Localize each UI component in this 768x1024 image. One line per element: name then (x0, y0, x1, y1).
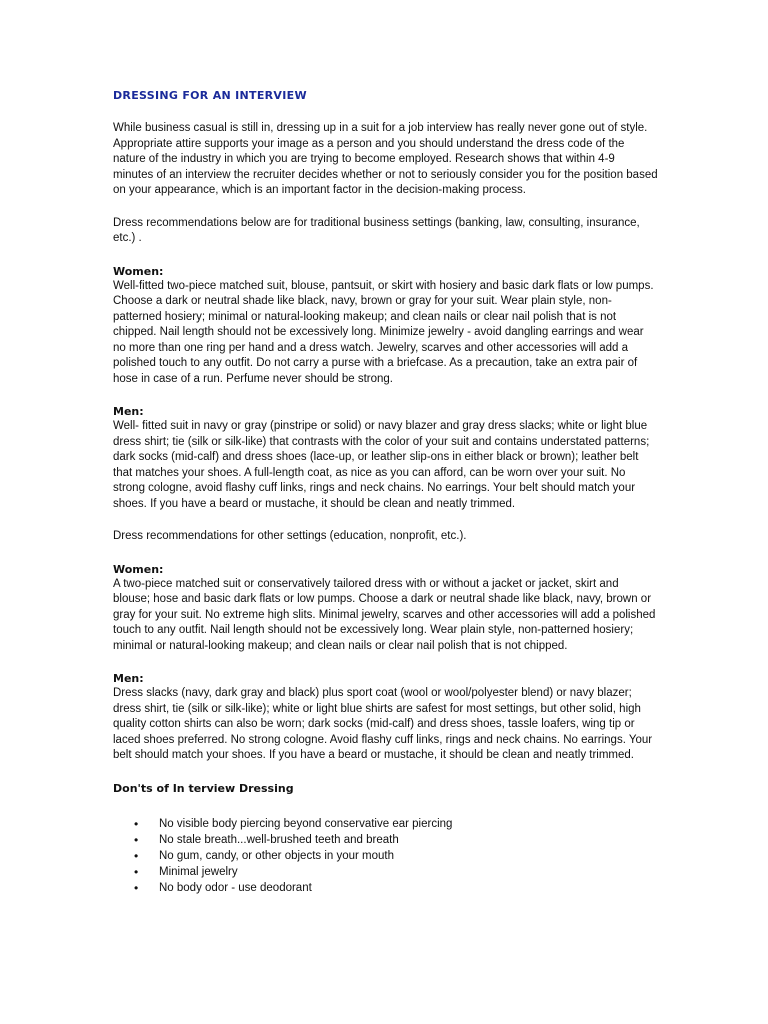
bullet-icon: • (134, 864, 139, 879)
traditional-women-section (113, 264, 658, 388)
donts-heading: Don'ts of In terview Dressing (113, 781, 294, 795)
traditional-men-heading: Men: (113, 405, 144, 418)
intro-paragraph: While business casual is still in, dressing up in a suit for a job interview has really never gone out of style. Appropriate attire supports your image as a person and you should understand the dress code of the nature of the industry in which you are trying to become employed. Research shows that within 4-9 minutes of an interview the recruiter decides whether or not to seriously consider you for the position based on your appearance, which is an important factor in the decision-making process. (113, 122, 658, 196)
traditional-women-heading: Women: (113, 264, 164, 278)
document-title: DRESSING FOR AN INTERVIEW (113, 89, 307, 102)
bullet-icon: • (134, 880, 139, 895)
list-item (113, 880, 658, 896)
other-women-section (113, 562, 658, 655)
list-item-text: No gum, candy, or other objects in your mouth (159, 849, 395, 862)
bullet-icon: • (134, 848, 139, 863)
list-item (113, 816, 658, 832)
other-men-section (113, 671, 658, 764)
traditional-men-text: Well- fitted suit in navy or gray (pinstripe or solid) or navy blazer and gray dress slacks; white or light blue dress shirt; tie (silk or silk-like) that contrasts with the color of your suit and contains understated patterns; dark socks (mid-calf) and dress shoes (lace-up, or leather slip-ons in either black or brown); leather belt that matches your shoes. A full-length coat, as nice as you can afford, can be worn over your suit. No strong cologne, avoid flashy cuff links, rings and neck chains. No earrings. Your belt should match your shoes. If you have a beard or mustache, it should be clean and neatly trimmed. (113, 420, 650, 510)
list-item-text: No stale breath...well-brushed teeth and breath (159, 833, 399, 846)
other-men-text: Dress slacks (navy, dark gray and black) plus sport coat (wool or wool/polyester blend) or navy blazer; dress shirt, tie (silk or silk-like); white or light blue shirts are safest for most settings, but other solid, high quality cotton shirts can also be worn; dark socks (mid-calf) and dress shoes, tassle loafers, wing tip or laced shoes preferred. No strong cologne. Avoid flashy cuff links, rings and neck chains. No earrings. Your belt should match your shoes. If you have a beard or mustache, it should be clean and neatly trimmed. (113, 687, 653, 761)
other-men-heading: Men: (113, 672, 144, 685)
document-page (113, 88, 658, 896)
other-settings-intro: Dress recommendations for other settings (education, nonprofit, etc.). (113, 530, 467, 542)
list-item (113, 848, 658, 864)
traditional-men-section (113, 404, 658, 512)
list-item (113, 864, 658, 880)
list-item (113, 832, 658, 848)
list-item-text: No visible body piercing beyond conservative ear piercing (159, 817, 453, 830)
other-women-heading: Women: (113, 562, 164, 576)
bullet-icon: • (134, 816, 139, 831)
traditional-women-text: Well-fitted two-piece matched suit, blouse, pantsuit, or skirt with hosiery and basic dark flats or low pumps. Choose a dark or neutral shade like black, navy, brown or gray for your suit. Wear plain style, non-patterned hosiery; minimal or natural-looking makeup; and clean nails or clear nail polish that is not chipped. Nail length should not be excessively long. Minimize jewelry - avoid dangling earrings and wear no more than one ring per hand and a dress watch. Jewelry, scarves and other accessories will add a polished touch to any outfit. Do not carry a purse with a briefcase. As a precaution, take an extra pair of hose in case of a run. Perfume never should be strong. (113, 279, 654, 385)
bullet-icon: • (134, 832, 139, 847)
traditional-settings-intro: Dress recommendations below are for traditional business settings (banking, law, consulting, insurance, etc.) . (113, 216, 640, 244)
donts-list (113, 816, 658, 896)
list-item-text: Minimal jewelry (159, 865, 238, 878)
other-women-text: A two-piece matched suit or conservatively tailored dress with or without a jacket or jacket, skirt and blouse; hose and basic dark flats or low pumps. Choose a dark or neutral shade like black, navy, brown or gray for your suit. No extreme high slits. Minimal jewelry, scarves and other accessories will add a polished touch to any outfit. Nail length should not be excessively long. Wear plain style, non-patterned hosiery; minimal or natural-looking makeup; and clean nails or clear nail polish that is not chipped. (113, 577, 656, 652)
list-item-text: No body odor - use deodorant (159, 881, 312, 894)
